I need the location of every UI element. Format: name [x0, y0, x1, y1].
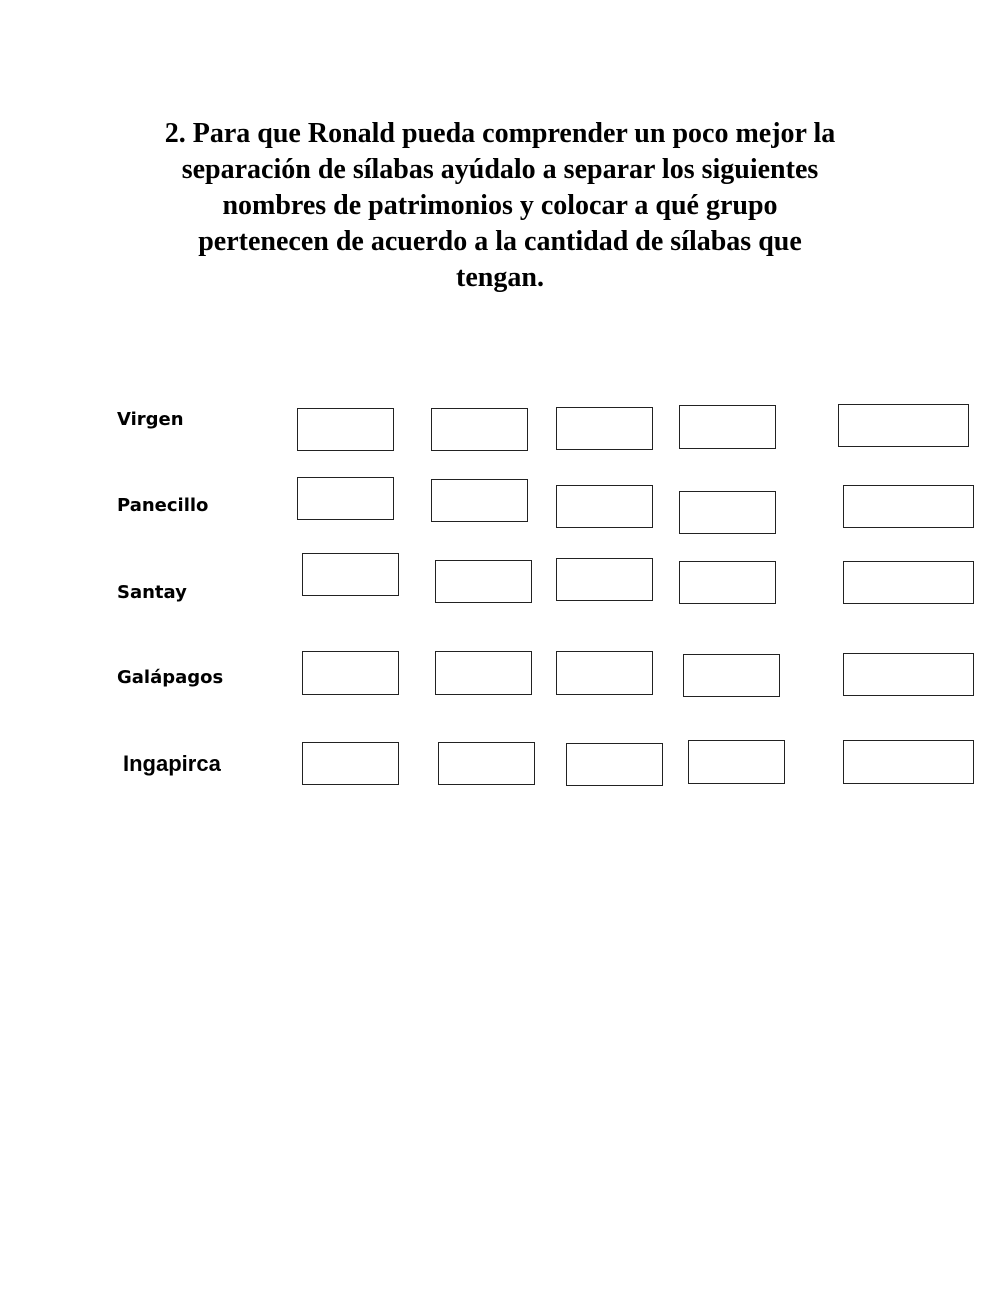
instruction-line: nombres de patrimonios y colocar a qué grupo [222, 190, 778, 221]
syllable-box[interactable] [435, 560, 532, 603]
syllable-box[interactable] [435, 651, 532, 695]
syllable-box[interactable] [302, 742, 399, 785]
syllable-box[interactable] [431, 479, 528, 522]
instruction-line: separación de sílabas ayúdalo a separar los siguientes [181, 154, 819, 185]
syllable-box[interactable] [438, 742, 535, 785]
syllable-box[interactable] [679, 405, 776, 449]
syllable-box[interactable] [566, 743, 663, 786]
syllable-box[interactable] [688, 740, 785, 784]
syllable-box[interactable] [556, 407, 653, 450]
syllable-box[interactable] [679, 561, 776, 604]
syllable-box[interactable] [302, 651, 399, 695]
syllable-box[interactable] [297, 408, 394, 451]
word-label-panecillo: Panecillo [117, 495, 209, 516]
instruction-line: pertenecen de acuerdo a la cantidad de sílabas que [198, 226, 802, 257]
group-box[interactable] [843, 485, 974, 528]
word-label-galapagos: Galápagos [117, 667, 224, 688]
syllable-box[interactable] [683, 654, 780, 697]
group-box[interactable] [843, 740, 974, 784]
instruction-line: 2. Para que Ronald pueda comprender un poco mejor la [164, 118, 836, 149]
word-label-ingapirca: Ingapirca [123, 751, 221, 776]
syllable-box[interactable] [556, 651, 653, 695]
group-box[interactable] [843, 653, 974, 696]
syllable-box[interactable] [302, 553, 399, 596]
word-label-virgen: Virgen [117, 409, 184, 430]
syllable-box[interactable] [679, 491, 776, 534]
syllable-box[interactable] [556, 558, 653, 601]
syllable-box[interactable] [431, 408, 528, 451]
group-box[interactable] [838, 404, 969, 447]
instruction-line: tengan. [456, 262, 544, 293]
instruction-text [100, 116, 900, 296]
syllable-box[interactable] [556, 485, 653, 528]
word-label-santay: Santay [117, 582, 187, 603]
group-box[interactable] [843, 561, 974, 604]
syllable-box[interactable] [297, 477, 394, 520]
